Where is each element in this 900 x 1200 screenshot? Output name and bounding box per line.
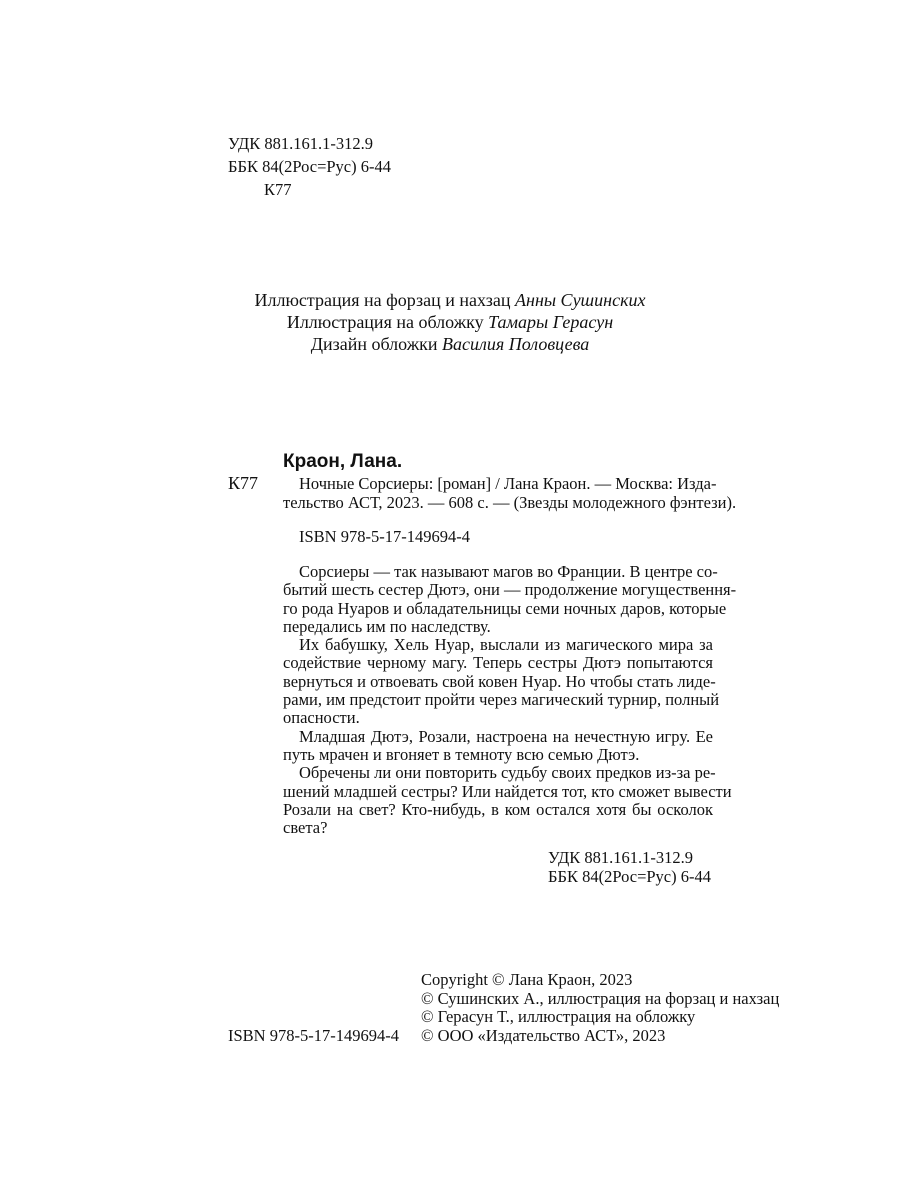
credit-line <box>180 289 720 311</box>
credit-name: Анны Сушинских <box>515 290 646 310</box>
copyright-line: © Сушинских А., иллюстрация на форзац и нахзац <box>421 988 780 1008</box>
top-classification-codes <box>228 132 391 201</box>
bib-line: тельство АСТ, 2023. — 608 с. — (Звезды молодежного фэнтези). <box>283 493 737 512</box>
credit-name: Тамары Герасун <box>488 312 614 332</box>
bbk-code: ББК 84(2Рос=Рус) 6-44 <box>548 867 711 886</box>
isbn-bottom: ISBN 978-5-17-149694-4 <box>228 1026 399 1045</box>
annotation-line: Обречены ли они повторить судьбу своих предков из-за ре- <box>299 763 716 783</box>
annotation-line: Младшая Дютэ, Розали, настроена на нечестную игру. Ее <box>299 726 713 746</box>
annotation-line: Сорсиеры — так называют магов во Франции. В центре со- <box>299 562 718 581</box>
annotation-line: опасности. <box>283 708 360 728</box>
annotation-line: Розали на свет? Кто-нибудь, в ком остался хотя бы осколок <box>283 799 713 819</box>
annotation <box>283 562 737 838</box>
udk-code: УДК 881.161.1-312.9 <box>228 134 374 153</box>
credit-line <box>180 333 720 355</box>
annotation-line: шений младшей сестры? Или найдется тот, кто сможет вывести <box>283 781 732 801</box>
annotation-line: бытий шесть сестер Дютэ, они — продолжение могуществення- <box>283 580 737 600</box>
catalog-isbn: ISBN 978-5-17-149694-4 <box>299 527 470 546</box>
annotation-line: содействие черному магу. Теперь сестры Дютэ попытаются <box>283 653 713 673</box>
udk-code: УДК 881.161.1-312.9 <box>548 848 694 867</box>
copyright-line: Copyright © Лана Краон, 2023 <box>421 970 633 989</box>
copyright-line: © Герасун Т., иллюстрация на обложку <box>421 1007 696 1026</box>
credit-role: Иллюстрация на форзац и нахзац <box>254 290 511 310</box>
illustration-credits <box>180 289 720 355</box>
credit-role: Иллюстрация на обложку <box>286 312 484 332</box>
bib-line: Ночные Сорсиеры: [роман] / Лана Краон. — Москва: Изда- <box>299 474 717 493</box>
bottom-classification-codes <box>548 848 711 886</box>
catalog-author: Краон, Лана. <box>283 451 403 472</box>
annotation-line: вернуться и отвоевать свой ковен Нуар. Но чтобы стать лиде- <box>283 671 716 691</box>
annotation-line: путь мрачен и вгоняет в темноту всю семью Дютэ. <box>283 744 640 764</box>
credit-role: Дизайн обложки <box>310 334 438 354</box>
annotation-line: света? <box>283 818 328 838</box>
bibliographic-description <box>283 474 737 512</box>
credit-name: Василия Половцева <box>442 334 590 354</box>
bbk-code: ББК 84(2Рос=Рус) 6-44 <box>228 157 391 176</box>
annotation-line: рами, им предстоит пройти через магический турнир, полный <box>283 690 720 710</box>
annotation-line: го рода Нуаров и обладательницы семи ночных даров, которые <box>283 598 727 618</box>
catalog-author-sign: К77 <box>228 473 259 493</box>
annotation-line: передались им по наследству. <box>283 616 491 636</box>
copyright-block <box>421 971 779 1045</box>
copyright-line: © ООО «Издательство АСТ», 2023 <box>421 1025 666 1045</box>
author-sign: К77 <box>264 180 292 199</box>
annotation-line: Их бабушку, Хель Нуар, выслали из магического мира за <box>299 635 713 655</box>
credit-line <box>180 311 720 333</box>
